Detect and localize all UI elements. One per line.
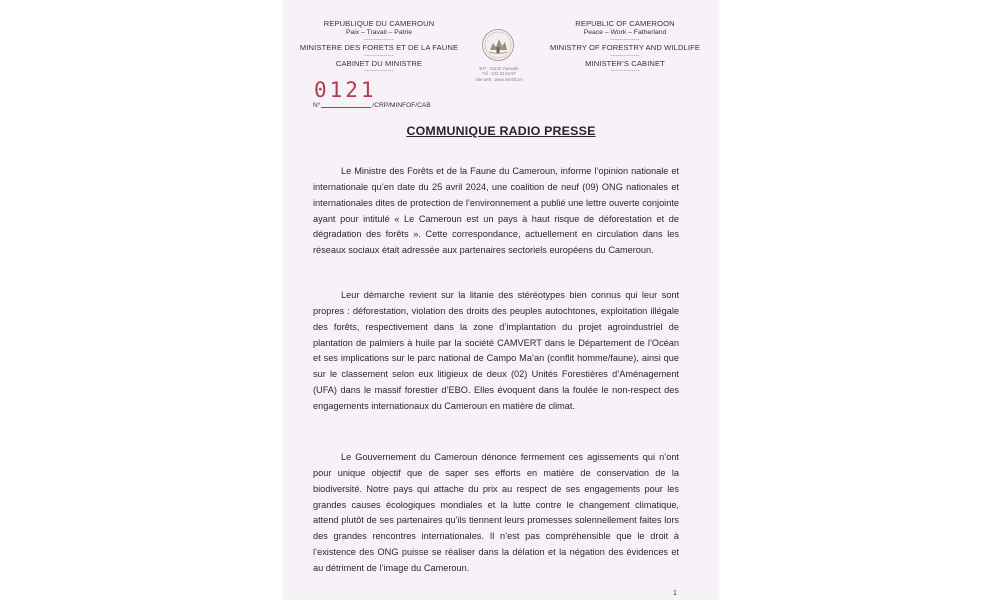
seal-contact-info: B.P : 34430 Yaoundé Tél : 222 22 54 87 Site web : www.minfof.cm bbox=[475, 66, 523, 82]
cabinet-name-en: MINISTER’S CABINET bbox=[585, 59, 665, 68]
separator: --------------- bbox=[610, 36, 640, 43]
cabinet-name-fr: CABINET DU MINISTRE bbox=[335, 59, 423, 68]
header-french bbox=[291, 19, 467, 75]
reference-blank bbox=[321, 107, 371, 108]
paragraph-1: Le Ministre des Forêts et de la Faune du Cameroun, informe l’opinion nationale et internationale qu’en date du 25 avril 2024, une coalition de neuf (09) ONG nationales et internationales dites de protection de l’environnement a publié une lettre ouverte conjointe ayant pour intitulé « Le Cameroun est un pays à haut risque de déforestation et de dégradation des forêts ». Cette correspondance, actuellement en circulation dans les réseaux sociaux était adressée aux partenaires sectoriels européens du Cameroun. bbox=[313, 166, 679, 256]
ministry-name-fr: MINISTERE DES FORETS ET DE LA FAUNE bbox=[299, 43, 459, 53]
separator: --------------- bbox=[610, 52, 640, 59]
reference-prefix: N° bbox=[313, 102, 321, 109]
separator: --------------- bbox=[364, 68, 394, 75]
document-title: COMMUNIQUE RADIO PRESSE bbox=[406, 124, 596, 138]
separator: --------------- bbox=[610, 68, 640, 75]
motto-en: Peace – Work – Fatherland bbox=[583, 29, 667, 37]
separator: --------------- bbox=[364, 52, 394, 59]
reference-line bbox=[313, 102, 431, 109]
separator: --------------- bbox=[364, 36, 394, 43]
motto-fr: Paix – Travail – Patrie bbox=[345, 29, 413, 37]
country-name-fr: REPUBLIQUE DU CAMEROUN bbox=[323, 19, 435, 28]
reference-stamp-number: 0121 bbox=[314, 78, 377, 102]
ministry-name-en: MINISTRY OF FORESTRY AND WILDLIFE bbox=[550, 43, 700, 53]
document-page bbox=[283, 0, 719, 600]
ministry-seal-icon bbox=[481, 28, 515, 62]
country-name-en: REPUBLIC OF CAMEROON bbox=[575, 19, 675, 28]
reference-suffix: /CRP/MINFOF/CAB bbox=[372, 102, 431, 109]
paragraph-2: Leur démarche revient sur la litanie des stéréotypes bien connus qui leur sont propres : déforestation, violation des droits des peuples autochtones, exploitation illégale des forêts, respectivement dans la zone d’implantation du projet agroindustriel de plantation de palmiers à huile par la société CAMVERT dans le Département de l’Océan et ses implications sur le parc national de Campo Ma’an (conflit homme/faune), ainsi que sur le classement selon eux litigieux de deux (02) Unités Forestières d’Aménagement (UFA) dans le massif forestier d’EBO. Elles évoquent dans la foulée le non-respect des engagements internationaux du Cameroun en matière de climat. bbox=[313, 290, 679, 411]
paragraph-3: Le Gouvernement du Cameroun dénonce fermement ces agissements qui n’ont pour unique objectif que de saper ses efforts en matière de conservation de la biodiversité. Notre pays qui attache du prix au respect de ses engagements pour les grandes causes écologiques mondiales et la lutte contre le changement climatique, attend plutôt de ses partenaires qu’ils tiennent leurs promesses solennellement faites lors des grandes rencontres internationales. Il n’est pas compréhensible que le droit à l’existence des ONG puisse se réaliser dans la délation et la négation des évidences et au détriment de l’image du Cameroun. bbox=[313, 452, 679, 573]
page-number: 1 bbox=[673, 590, 677, 597]
header-english bbox=[545, 19, 705, 75]
